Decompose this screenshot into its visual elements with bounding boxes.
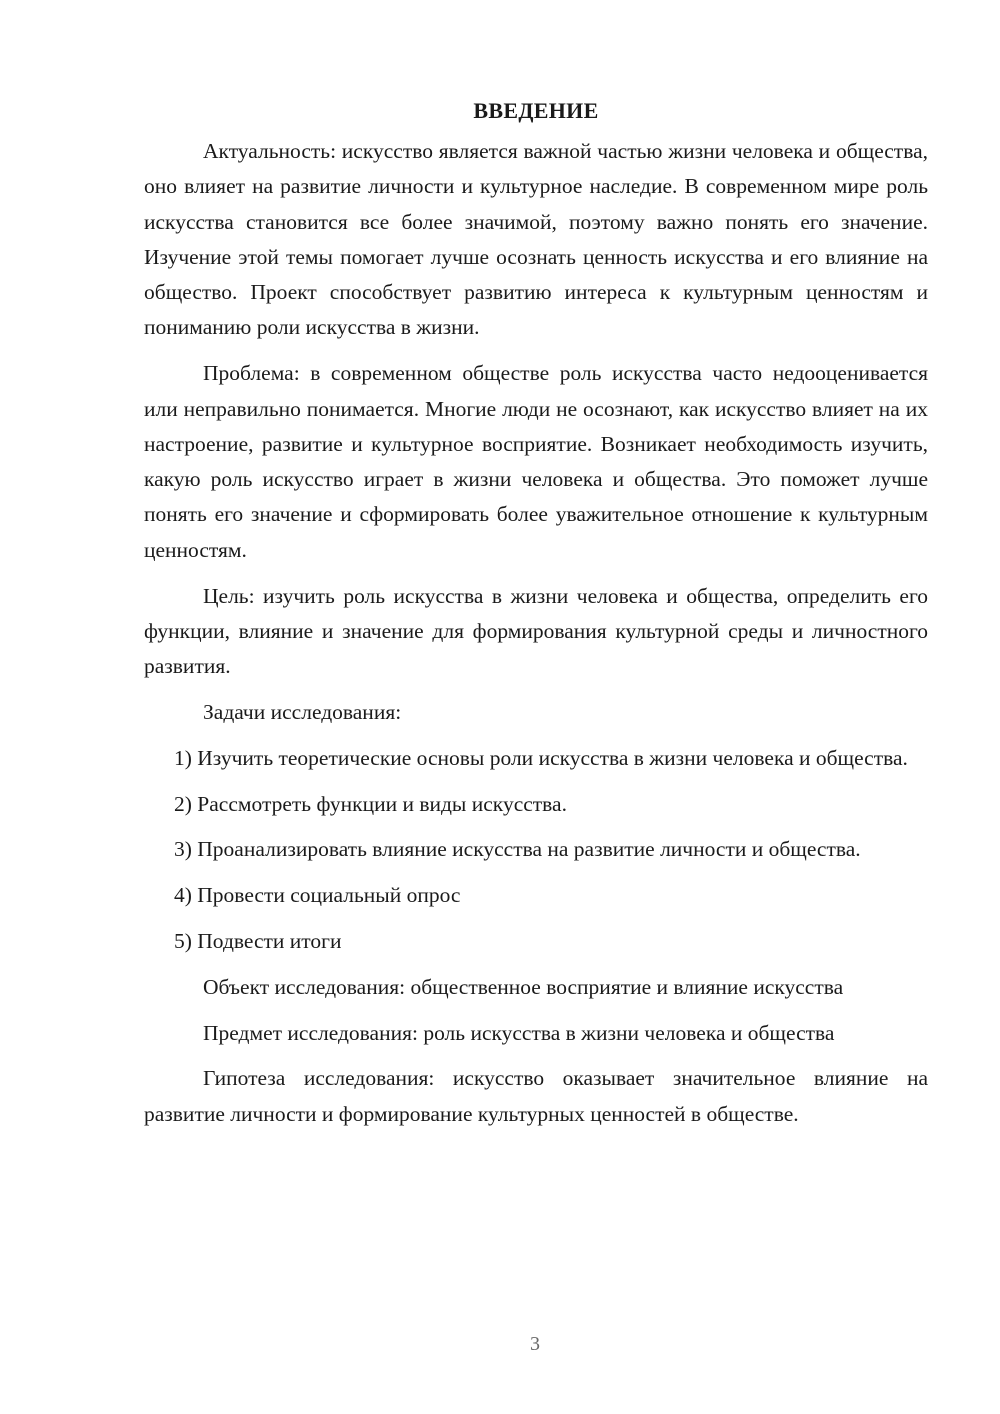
paragraph-goal: Цель: изучить роль искусства в жизни человека и общества, определить его функции, влияние и значение для формирования культурной среды и личностного развития.: [144, 583, 928, 679]
paragraph-object: Объект исследования: общественное восприятие и влияние искусства: [203, 974, 844, 999]
page-number: 3: [530, 1333, 540, 1355]
paragraph-problem: Проблема: в современном обществе роль искусства часто недооценивается или неправильно понимается. Многие люди не осознают, как искусство влияет на их настроение, развитие и культурное восприятие. Возникает необходимость изучить, какую роль искусство играет в жизни человека и общества. Это поможет лучше понять его значение и сформировать более уважительное отношение к культурным ценностям.: [144, 361, 928, 562]
paragraph-subject: Предмет исследования: роль искусства в жизни человека и общества: [203, 1020, 835, 1045]
paragraph-relevance: Актуальность: искусство является важной частью жизни человека и общества, оно влияет на развитие личности и культурное наследие. В современном мире роль искусства становится все более значимой, поэтому важно понять его значение. Изучение этой темы помогает лучше осознать ценность искусства и его влияние на общество. Проект способствует развитию интереса к культурным ценностям и пониманию роли искусства в жизни.: [144, 139, 928, 340]
task-item-5: 5) Подвести итоги: [174, 928, 342, 953]
paragraph-hypothesis: Гипотеза исследования: искусство оказывает значительное влияние на развитие личности и формирование культурных ценностей в обществе.: [144, 1066, 928, 1126]
document-page: [144, 96, 928, 1132]
task-item-3: 3) Проанализировать влияние искусства на развитие личности и общества.: [174, 837, 861, 862]
task-item-2: 2) Рассмотреть функции и виды искусства.: [174, 791, 567, 816]
paragraph-tasks-heading: Задачи исследования:: [203, 699, 402, 724]
section-title: ВВЕДЕНИЕ: [473, 98, 599, 123]
task-item-4: 4) Провести социальный опрос: [174, 883, 461, 908]
task-item-1: 1) Изучить теоретические основы роли искусства в жизни человека и общества.: [174, 745, 908, 770]
